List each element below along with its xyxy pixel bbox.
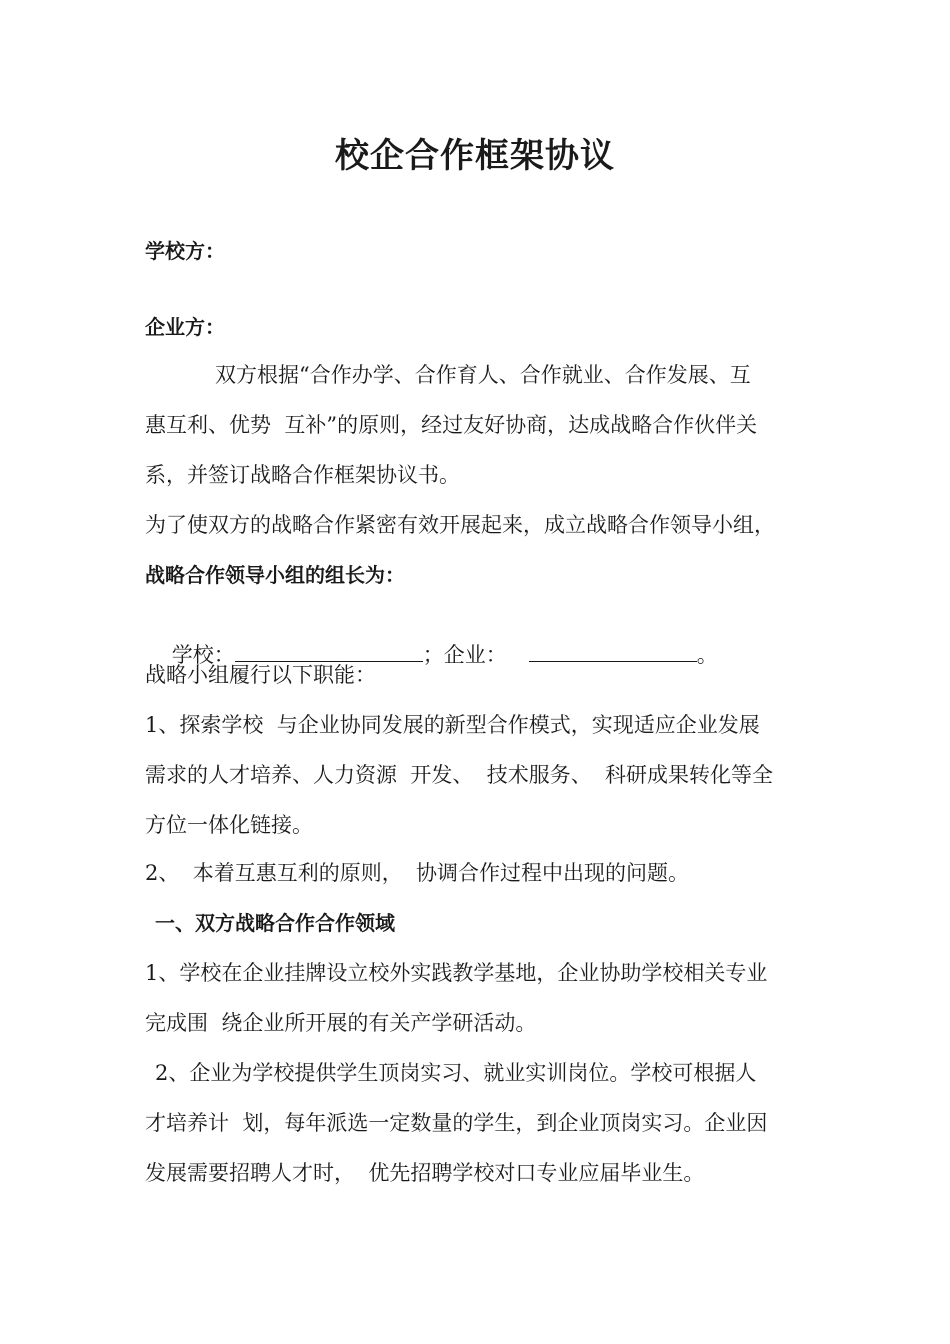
document-title: 校企合作框架协议 xyxy=(335,136,615,176)
duty2: 2、 本着互惠互利的原则， 协调合作过程中出现的问题。 xyxy=(145,861,690,885)
item1-line: 完成围 绕企业所开展的有关产学研活动。 xyxy=(145,1011,537,1035)
section1-heading: 一、双方战略合作合作领域 xyxy=(155,911,395,935)
intro-line: 系，并签订战略合作框架协议书。 xyxy=(145,463,460,487)
party-company-label: 企业方： xyxy=(145,315,225,339)
item2-line: 2、企业为学校提供学生顶岗实习、就业实训岗位。学校可根据人 xyxy=(155,1061,757,1085)
group-intro: 为了使双方的战略合作紧密有效开展起来，成立战略合作领导小组， xyxy=(145,513,775,537)
leader-school-label: 学校： xyxy=(171,643,235,667)
item1-line: 1、学校在企业挂牌设立校外实践教学基地，企业协助学校相关专业 xyxy=(145,961,768,985)
leader-separator: ；企业： xyxy=(422,643,507,667)
duty1-line: 方位一体化链接。 xyxy=(145,813,313,837)
item2-line: 发展需要招聘人才时， 优先招聘学校对口专业应届毕业生。 xyxy=(145,1161,705,1185)
leader-school-blank xyxy=(235,641,423,662)
duty1-line: 1、探索学校 与企业协同发展的新型合作模式，实现适应企业发展 xyxy=(145,713,760,737)
intro-line: 双方根据“合作办学、合作育人、合作就业、合作发展、互 xyxy=(215,363,751,387)
item2-line: 才培养计 划，每年派选一定数量的学生，到企业顶岗实习。企业因 xyxy=(145,1111,768,1135)
intro-line: 惠互利、优势 互补”的原则，经过友好协商，达成战略合作伙伴关 xyxy=(145,413,758,437)
leader-end: 。 xyxy=(696,643,718,667)
group-leader-heading: 战略合作领导小组的组长为： xyxy=(145,563,405,587)
duties-intro: 战略小组履行以下职能： xyxy=(145,663,376,687)
party-school-label: 学校方： xyxy=(145,239,225,263)
duty1-line: 需求的人才培养、人力资源 开发、 技术服务、 科研成果转化等全 xyxy=(145,763,774,787)
leader-company-blank xyxy=(529,641,697,662)
